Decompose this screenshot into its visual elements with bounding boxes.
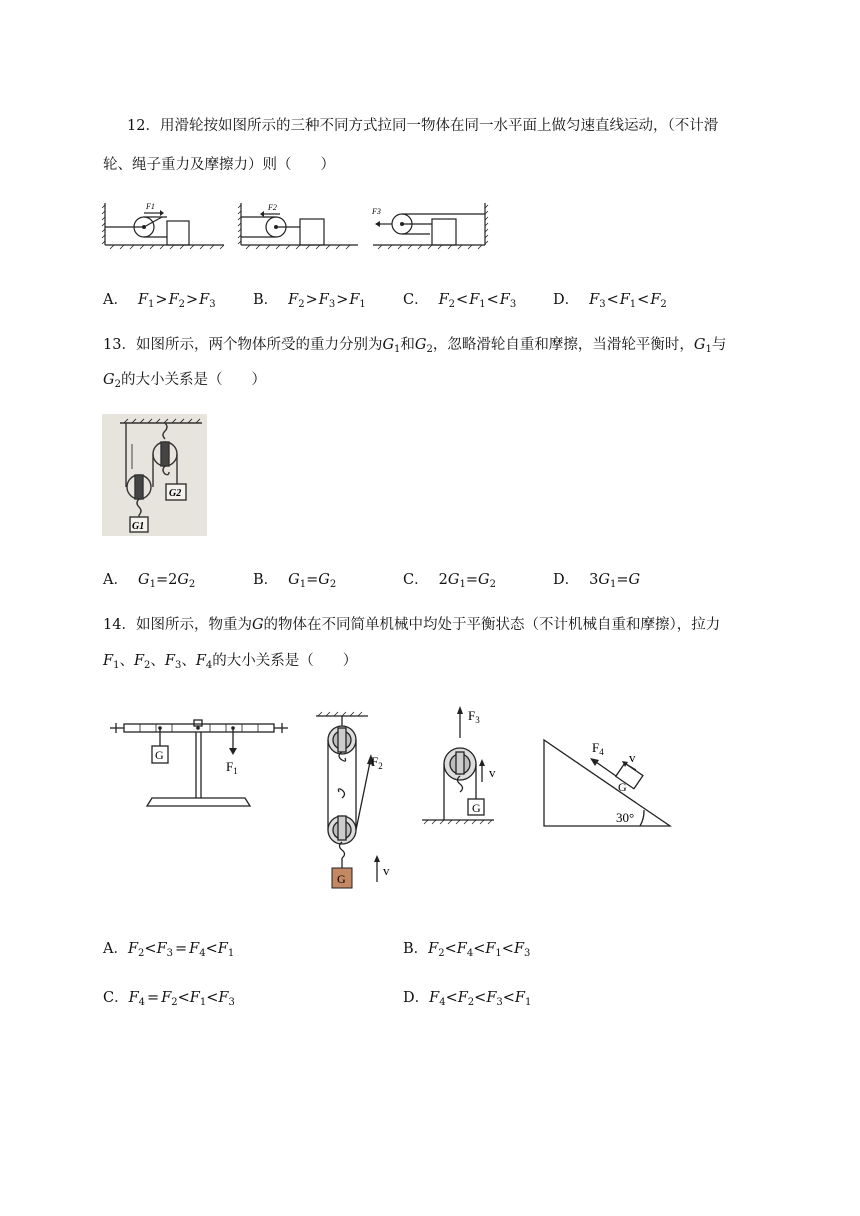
q14-figure-incline xyxy=(540,736,675,831)
q12-text-line2: 轮、绳子重力及摩擦力）则（ ） xyxy=(103,157,335,173)
q14-pulley-block-f2-label: $F_2$ xyxy=(371,754,383,771)
q14-option-b[interactable]: B．$F_2<F_4<F_1<F_3$ xyxy=(403,941,531,959)
q13-fig-label-g1: G1 xyxy=(132,521,145,532)
q14-figure-movable-pulley xyxy=(422,702,512,832)
q14-figure-lever xyxy=(110,716,290,816)
q13-option-d[interactable]: D． $3G_1=G$ xyxy=(553,572,641,590)
q14-lever-f1-label: $F_1$ xyxy=(226,759,238,776)
q14-incline-angle-label: 30° xyxy=(616,810,635,825)
q14-text-line1: 14．如图所示，物重为G的物体在不同简单机械中均处于平衡状态（不计机械自重和摩擦），拉力 xyxy=(103,617,721,633)
q14-incline-v-label: v xyxy=(629,750,636,765)
q13-text-line2: $G_2$的大小关系是（ ） xyxy=(103,372,266,390)
q12-fig2-label: F2 xyxy=(268,203,277,212)
q14-figure-pulley-block xyxy=(312,712,392,892)
q13-text-line1: 13．如图所示，两个物体所受的重力分别为$G_1$和$G_2$，忽略滑轮自重和摩擦，当滑轮平衡时，$G_1$与 xyxy=(103,337,727,355)
q14-movable-pulley-g-label: G xyxy=(472,801,481,815)
q12-option-b[interactable]: B． $F_2>F_3>F_1$ xyxy=(253,292,366,310)
q12-option-c[interactable]: C． $F_2<F_1<F_3$ xyxy=(403,292,517,310)
q12-figure-2 xyxy=(238,200,363,255)
q14-option-a[interactable]: A．$F_2<F_3 = F_4<F_1$ xyxy=(103,941,235,959)
q12-text-line1: 12．用滑轮按如图所示的三种不同方式拉同一物体在同一水平面上做匀速直线运动，（不计滑 xyxy=(127,118,719,134)
q13-option-a[interactable]: A． $G_1=2G_2$ xyxy=(103,572,196,590)
q14-lever-g-label: G xyxy=(155,748,164,762)
q14-pulley-block-g-label: G xyxy=(337,872,346,886)
q12-option-a[interactable]: A． $F_1>F_2>F_3$ xyxy=(103,292,216,310)
q12-fig1-label: F1 xyxy=(146,202,155,211)
q13-fig-label-g2: G2 xyxy=(169,488,182,499)
q12-option-d[interactable]: D． $F_3<F_1<F_2$ xyxy=(553,292,667,310)
q13-option-b[interactable]: B． $G_1=G_2$ xyxy=(253,572,337,590)
q13-option-c[interactable]: C． $2G_1=G_2$ xyxy=(403,572,496,590)
q14-option-d[interactable]: D．$F_4<F_2<F_3<F_1$ xyxy=(403,990,532,1008)
q14-option-c[interactable]: C．$F_4 = F_2<F_1<F_3$ xyxy=(103,990,235,1008)
q14-movable-pulley-f3-label: $F_3$ xyxy=(468,708,480,725)
q14-incline-g-label: G xyxy=(618,780,627,794)
q14-movable-pulley-v-label: v xyxy=(489,765,496,780)
q13-figure xyxy=(102,414,207,536)
q14-pulley-block-v-label: v xyxy=(383,863,390,878)
q14-text-line2: $F_1$、$F_2$、$F_3$、$F_4$的大小关系是（ ） xyxy=(103,653,358,671)
q12-fig3-label: F3 xyxy=(372,207,381,216)
q14-incline-f4-label: $F_4$ xyxy=(592,740,604,757)
q12-figure-3 xyxy=(370,200,490,255)
q12-figure-1 xyxy=(102,200,227,255)
